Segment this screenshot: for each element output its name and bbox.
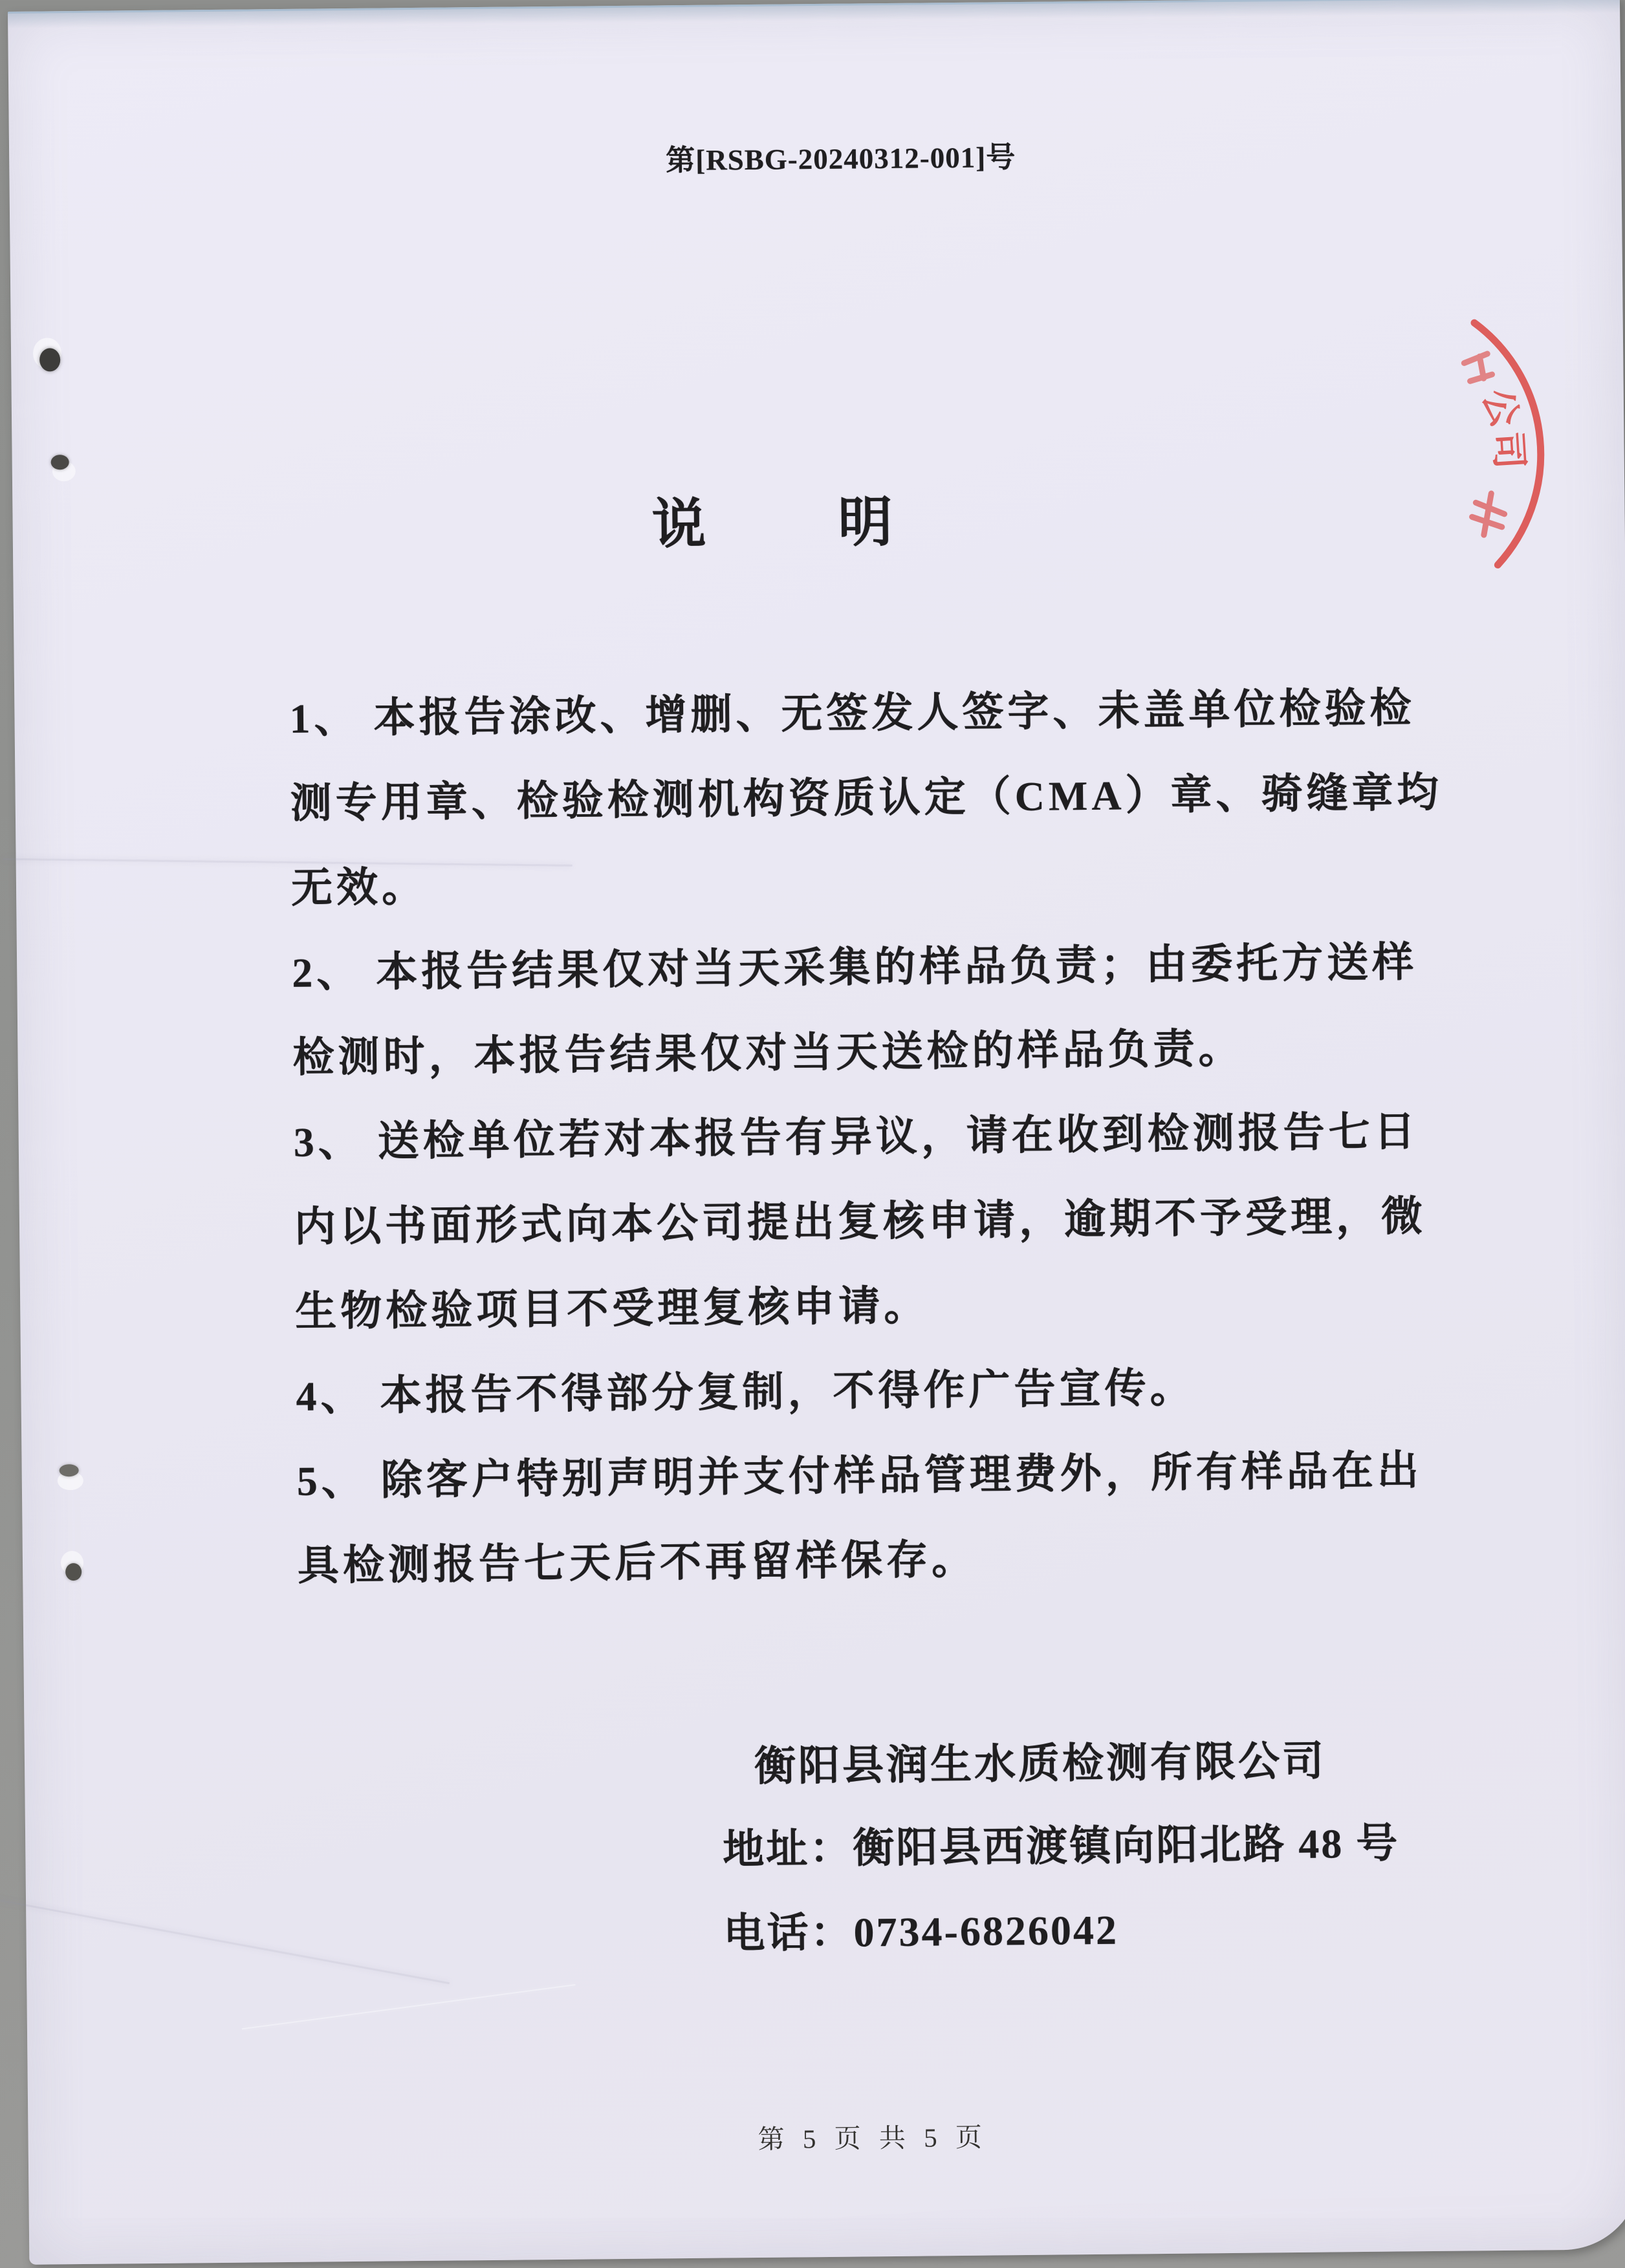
note-line: 4、 本报告不得部分复制，不得作广告宣传。 xyxy=(296,1365,1195,1420)
note-line: 2、 本报告结果仅对当天采集的样品负责；由委托方送样 xyxy=(291,939,1418,996)
staple-hole xyxy=(51,455,69,470)
red-seal-stamp-partial xyxy=(1265,265,1625,669)
page-title: 说明 xyxy=(651,491,1025,556)
scanner-edge-shadow xyxy=(8,0,1620,28)
stamp-char: 公 xyxy=(1474,383,1527,433)
staple-hole xyxy=(65,1563,82,1581)
company-phone: 电话：0734-6826042 xyxy=(723,1906,1119,1957)
company-name: 衡阳县润生水质检测有限公司 xyxy=(754,1738,1327,1790)
note-line: 测专用章、检验检测机构资质认定（CMA）章、骑缝章均 xyxy=(290,769,1443,826)
paper-crease xyxy=(242,1984,576,2029)
note-line: 3、 送检单位若对本报告有异议，请在收到检测报告七日 xyxy=(293,1108,1420,1165)
document-number: 第[RSBG-20240312-001]号 xyxy=(666,141,1016,177)
paper-sheet xyxy=(8,0,1625,2265)
stamp-char: 司 xyxy=(1486,430,1531,471)
staple-hole xyxy=(60,1464,79,1476)
note-line: 生物检验项目不受理复核申请。 xyxy=(294,1282,930,1335)
note-line: 5、 除客户特别声明并支付样品管理费外，所有样品在出 xyxy=(296,1447,1423,1504)
paper-crease xyxy=(0,1898,450,1985)
page-number-footer: 第 5 页 共 5 页 xyxy=(758,2122,988,2155)
staple-hole xyxy=(39,348,60,371)
notes-block xyxy=(289,665,1450,1608)
note-line: 1、 本报告涂改、增删、无签发人签字、未盖单位检验检 xyxy=(289,685,1415,742)
stamp-partial-glyph xyxy=(1472,493,1505,535)
note-line: 具检测报告七天后不再留样保存。 xyxy=(297,1536,977,1589)
note-line: 内以书面形式向本公司提出复核申请，逾期不予受理，微 xyxy=(294,1193,1427,1250)
stamp-partial-glyph xyxy=(1464,354,1492,381)
note-line: 检测时，本报告结果仅对当天送检的样品负责。 xyxy=(292,1025,1244,1081)
company-address: 地址：衡阳县西渡镇向阳北路 48 号 xyxy=(722,1820,1400,1873)
note-line: 无效。 xyxy=(290,863,428,911)
